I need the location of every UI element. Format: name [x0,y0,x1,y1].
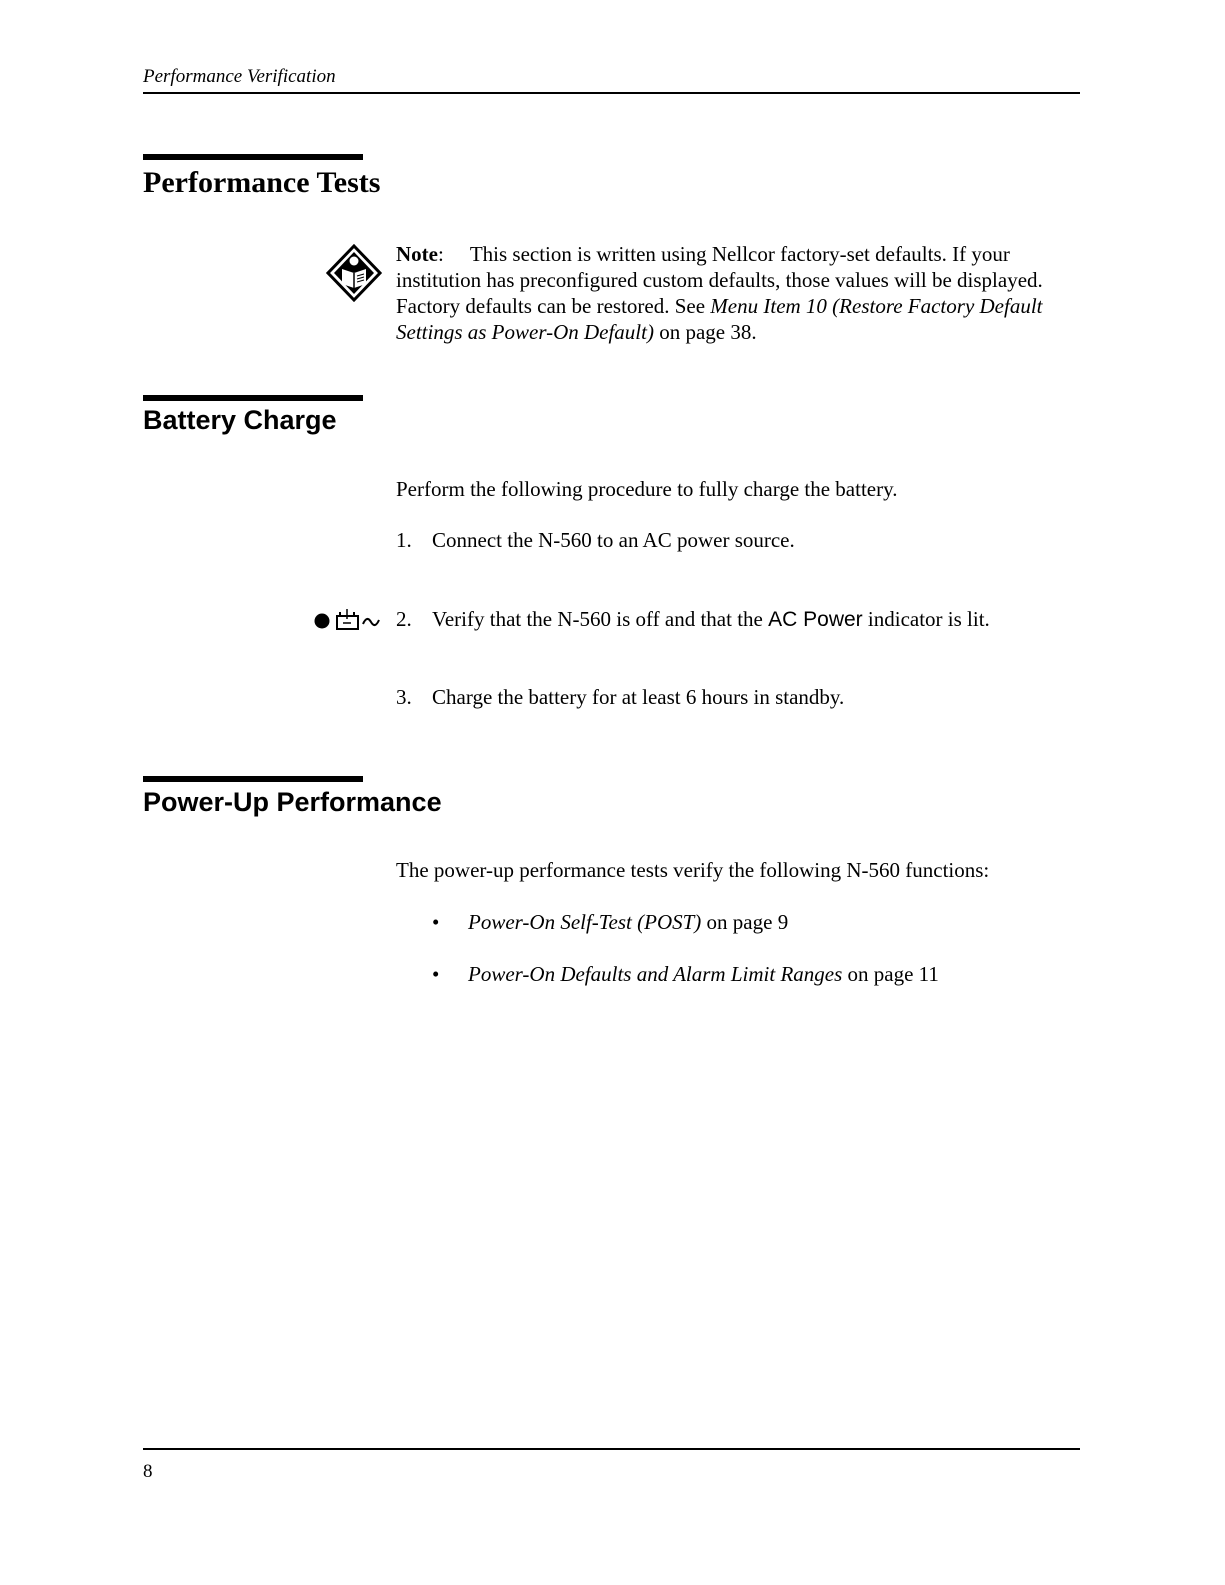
step-text: indicator is lit. [862,607,990,631]
note-line-4 [396,319,1086,345]
note-text-3: Factory defaults can be restored. See [396,294,711,318]
cross-reference-link[interactable]: Power-On Defaults and Alarm Limit Ranges [468,962,843,986]
note-line-3 [396,293,1086,319]
page-number: 8 [143,1461,153,1482]
battery-charge-intro: Perform the following procedure to fully charge the battery. [396,477,898,501]
bullet: • [432,910,440,934]
note-text-1: This section is written using Nellcor factory-set defaults. If your [469,242,1010,266]
step-number: 1. [396,528,412,552]
section-bar [143,776,363,782]
step-text: Connect the N-560 to an AC power source. [432,528,795,552]
cross-reference-link[interactable]: Settings as Power-On Default) [396,320,654,344]
note-line-2: institution has preconfigured custom defaults, those values will be displayed. [396,268,1043,292]
step-text: Charge the battery for at least 6 hours in standby. [432,685,845,709]
power-up-intro: The power-up performance tests verify the following N-560 functions: [396,858,990,882]
ac-power-battery-indicator-icon [314,606,384,639]
running-header: Performance Verification [143,66,336,87]
section-bar [143,154,363,160]
section-bar [143,395,363,401]
header-rule [143,92,1080,94]
section-title-performance-tests: Performance Tests [143,166,381,199]
page-reference: on page 9 [701,910,789,934]
step-text: Verify that the N-560 is off and that the [432,607,769,631]
section-title-power-up-performance: Power-Up Performance [143,787,442,817]
note-line-1 [396,241,1086,267]
cross-reference-link[interactable]: Power-On Self-Test (POST) [468,910,702,934]
step-number: 2. [396,607,412,631]
list-item-step-2 [396,606,990,633]
cross-reference-link[interactable]: Menu Item 10 (Restore Factory Default [710,294,1043,318]
section-title-battery-charge: Battery Charge [143,405,337,435]
note-label: Note [396,242,438,266]
book-reference-icon [326,244,382,307]
bullet: • [432,962,440,986]
page-reference: on page 11 [842,962,939,986]
indicator-name: AC Power [768,608,863,631]
note-block [396,241,1086,345]
list-item-step-1 [396,527,795,553]
list-item [432,961,939,987]
list-item [432,909,788,935]
note-colon: : [437,242,444,266]
list-item-step-3 [396,684,844,710]
footer-rule [143,1448,1080,1450]
step-number: 3. [396,685,412,709]
note-text-4: on page 38. [653,320,757,344]
